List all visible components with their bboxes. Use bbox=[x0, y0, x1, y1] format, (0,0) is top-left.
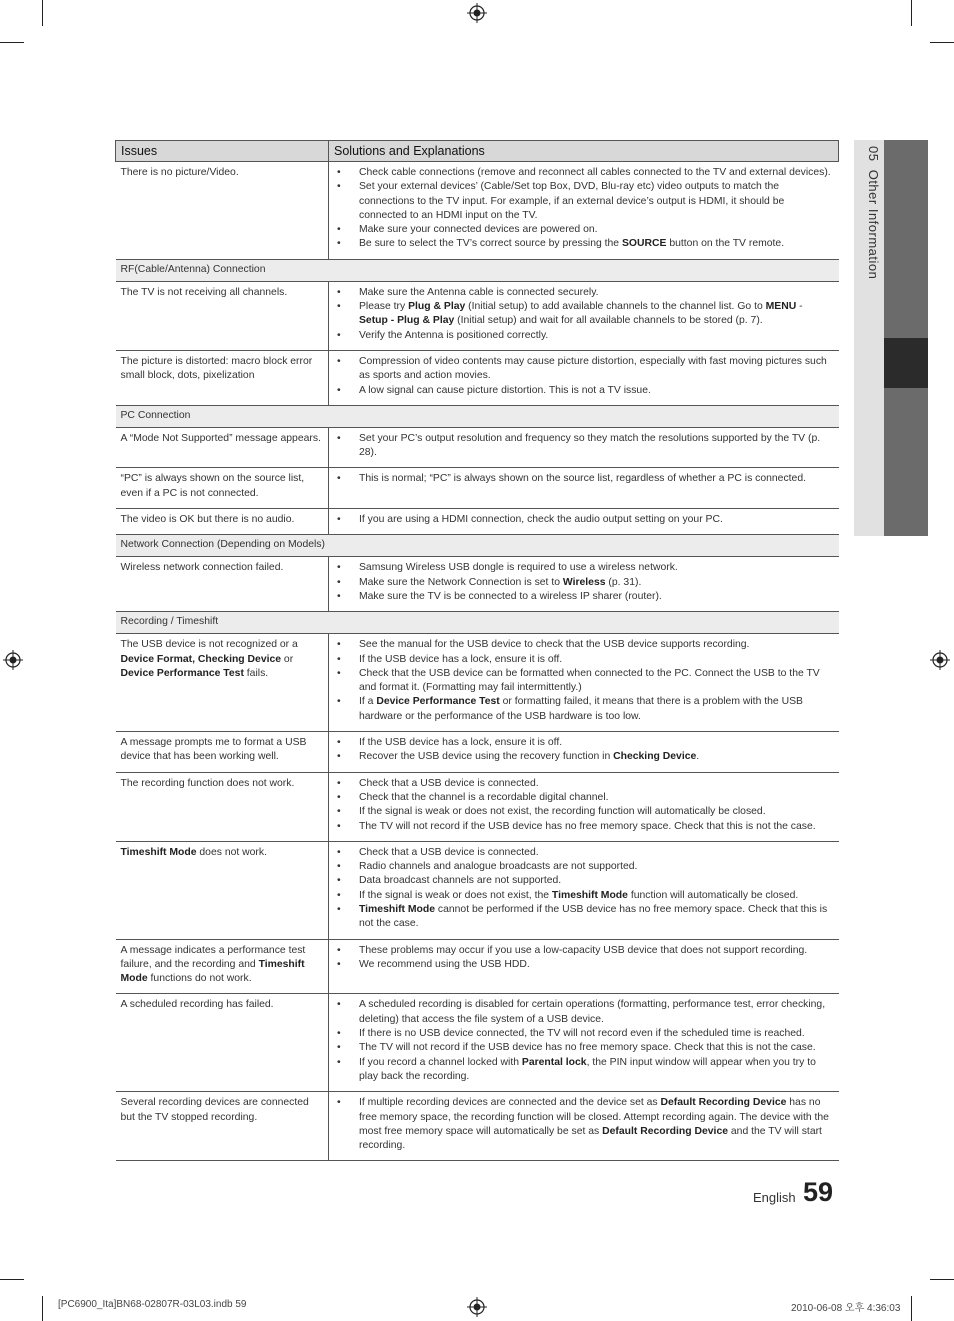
solution-item: • Check cable connections (remove and reconnect all cables connected to the TV and external devices). bbox=[335, 166, 833, 180]
solution-item: • A low signal can cause picture distortion. This is not a TV issue. bbox=[335, 384, 833, 398]
solution-cell bbox=[329, 994, 839, 1092]
section-title: Recording / Timeshift bbox=[116, 612, 839, 634]
registration-mark-icon bbox=[467, 3, 487, 23]
chapter-tab-active bbox=[884, 338, 928, 388]
solution-item: • This is normal; “PC” is always shown on the source list, regardless of whether a PC is connected. bbox=[335, 472, 833, 486]
section-row bbox=[116, 405, 839, 427]
issue-cell: The recording function does not work. bbox=[116, 772, 329, 841]
table-row bbox=[116, 732, 839, 773]
troubleshooting-table bbox=[115, 140, 839, 1161]
crop-mark bbox=[930, 42, 954, 43]
registration-mark-icon bbox=[930, 650, 950, 670]
solution-item: • Check that a USB device is connected. bbox=[335, 777, 833, 791]
section-row bbox=[116, 259, 839, 281]
issue-cell: Timeshift Mode does not work. bbox=[116, 841, 329, 939]
solution-item: • The TV will not record if the USB device has no free memory space. Check that this is not the case. bbox=[335, 820, 833, 834]
solution-list bbox=[335, 561, 833, 604]
section-row bbox=[116, 535, 839, 557]
solution-item: • If the USB device has a lock, ensure it is off. bbox=[335, 736, 833, 750]
crop-mark bbox=[42, 0, 43, 26]
crop-mark bbox=[0, 42, 24, 43]
table-row bbox=[116, 350, 839, 405]
solution-cell bbox=[329, 939, 839, 994]
solution-item: • Check that a USB device is connected. bbox=[335, 846, 833, 860]
solution-list bbox=[335, 286, 833, 343]
section-row bbox=[116, 612, 839, 634]
section-title: PC Connection bbox=[116, 405, 839, 427]
solution-item: • If you record a channel locked with Parental lock, the PIN input window will appear when you try to play back the recording. bbox=[335, 1056, 833, 1085]
solution-list bbox=[335, 846, 833, 932]
solution-list bbox=[335, 944, 833, 973]
solution-item: • Set your external devices’ (Cable/Set top Box, DVD, Blu-ray etc) video outputs to match the connections to the TV input. For example, if an external device’s output is HDMI, it should be connected to an HDMI input on the TV. bbox=[335, 180, 833, 223]
solution-item: • These problems may occur if you use a low-capacity USB device that does not support recording. bbox=[335, 944, 833, 958]
table-body bbox=[116, 162, 839, 1161]
solution-cell bbox=[329, 772, 839, 841]
solution-item: • Please try Plug & Play (Initial setup) to add available channels to the channel list. Go to MENU - Setup - Plug & Play (Initial setup) and wait for all available channels to be stored (p. 7). bbox=[335, 300, 833, 329]
crop-mark bbox=[911, 1296, 912, 1321]
solution-item: • If there is no USB device connected, the TV will not record even if the scheduled time is reached. bbox=[335, 1027, 833, 1041]
issue-cell: A “Mode Not Supported” message appears. bbox=[116, 427, 329, 468]
issue-cell: The picture is distorted: macro block error small block, dots, pixelization bbox=[116, 350, 329, 405]
solution-cell bbox=[329, 557, 839, 612]
crop-mark bbox=[930, 1279, 954, 1280]
table-row bbox=[116, 427, 839, 468]
solution-item: • Radio channels and analogue broadcasts are not supported. bbox=[335, 860, 833, 874]
solution-list bbox=[335, 355, 833, 398]
issue-cell: “PC” is always shown on the source list, even if a PC is not connected. bbox=[116, 468, 329, 509]
solution-cell bbox=[329, 732, 839, 773]
solution-item: • The TV will not record if the USB device has no free memory space. Check that this is not the case. bbox=[335, 1041, 833, 1055]
solution-list bbox=[335, 777, 833, 834]
solution-item: • Verify the Antenna is positioned correctly. bbox=[335, 329, 833, 343]
table-row bbox=[116, 994, 839, 1092]
solution-item: • Make sure your connected devices are powered on. bbox=[335, 223, 833, 237]
solution-cell bbox=[329, 281, 839, 350]
solution-item: • Make sure the TV is be connected to a wireless IP sharer (router). bbox=[335, 590, 833, 604]
issue-cell: The TV is not receiving all channels. bbox=[116, 281, 329, 350]
table-row bbox=[116, 162, 839, 260]
solution-cell bbox=[329, 427, 839, 468]
solution-item: • If the signal is weak or does not exist, the Timeshift Mode function will automatically be closed. bbox=[335, 889, 833, 903]
solution-item: • If the USB device has a lock, ensure it is off. bbox=[335, 653, 833, 667]
solution-item: • If a Device Performance Test or formatting failed, it means that there is a problem with the USB hardware or the performance of the USB hardware is too low. bbox=[335, 695, 833, 724]
solution-item: • A scheduled recording is disabled for certain operations (formatting, performance test, error checking, deleting) that access the file system of a USB device. bbox=[335, 998, 833, 1027]
page-number: 59 bbox=[803, 1177, 834, 1207]
solution-item: • If the signal is weak or does not exist, the recording function will automatically be closed. bbox=[335, 805, 833, 819]
solution-item: • Check that the USB device can be formatted when connected to the PC. Connect the USB to the TV and format it. (Formatting may fail intermittently.) bbox=[335, 667, 833, 696]
table-row bbox=[116, 634, 839, 732]
solution-cell bbox=[329, 468, 839, 509]
table-row bbox=[116, 841, 839, 939]
crop-mark bbox=[42, 1296, 43, 1321]
solution-cell bbox=[329, 350, 839, 405]
issue-cell: The USB device is not recognized or a Device Format, Checking Device or Device Performance Test fails. bbox=[116, 634, 329, 732]
table-row bbox=[116, 772, 839, 841]
issue-cell: A scheduled recording has failed. bbox=[116, 994, 329, 1092]
print-slug-timestamp: 2010-06-08 오후 4:36:03 bbox=[791, 1303, 901, 1314]
solution-list bbox=[335, 736, 833, 765]
solution-item: • We recommend using the USB HDD. bbox=[335, 958, 833, 972]
table-row bbox=[116, 509, 839, 535]
table-row bbox=[116, 939, 839, 994]
issue-cell: A message indicates a performance test failure, and the recording and Timeshift Mode functions do not work. bbox=[116, 939, 329, 994]
solution-list bbox=[335, 166, 833, 252]
table-row bbox=[116, 1092, 839, 1161]
solution-list bbox=[335, 1096, 833, 1153]
chapter-title: Other Information bbox=[866, 169, 881, 280]
solution-item: • If multiple recording devices are connected and the device set as Default Recording Device has no free memory space, the recording function will be closed. Attempt recording again. The device with the most free memory space will automatically be set as Default Recording Device and the TV will start recording. bbox=[335, 1096, 833, 1153]
solution-item: • Data broadcast channels are not supported. bbox=[335, 874, 833, 888]
solution-list bbox=[335, 432, 833, 461]
issue-cell: There is no picture/Video. bbox=[116, 162, 329, 260]
section-title: Network Connection (Depending on Models) bbox=[116, 535, 839, 557]
print-slug-file: [PC6900_Ita]BN68-02807R-03L03.indb 59 bbox=[58, 1299, 247, 1310]
solution-item: • Recover the USB device using the recovery function in Checking Device. bbox=[335, 750, 833, 764]
table-row bbox=[116, 468, 839, 509]
solution-list bbox=[335, 638, 833, 724]
solution-item: • Timeshift Mode cannot be performed if the USB device has no free memory space. Check that this is not the case. bbox=[335, 903, 833, 932]
solution-item: • Be sure to select the TV’s correct source by pressing the SOURCE button on the TV remote. bbox=[335, 237, 833, 251]
solution-item: • Check that the channel is a recordable digital channel. bbox=[335, 791, 833, 805]
table-header-row bbox=[116, 141, 839, 162]
issue-cell: A message prompts me to format a USB device that has been working well. bbox=[116, 732, 329, 773]
header-solutions: Solutions and Explanations bbox=[329, 141, 839, 162]
solution-item: • See the manual for the USB device to check that the USB device supports recording. bbox=[335, 638, 833, 652]
table-row bbox=[116, 281, 839, 350]
table-row bbox=[116, 557, 839, 612]
registration-mark-icon bbox=[3, 650, 23, 670]
solution-list bbox=[335, 998, 833, 1084]
registration-mark-icon bbox=[467, 1297, 487, 1317]
solution-item: • Make sure the Network Connection is set to Wireless (p. 31). bbox=[335, 576, 833, 590]
chapter-number: 05 bbox=[866, 146, 881, 162]
section-title: RF(Cable/Antenna) Connection bbox=[116, 259, 839, 281]
crop-mark bbox=[0, 1279, 24, 1280]
issue-cell: Wireless network connection failed. bbox=[116, 557, 329, 612]
solution-cell bbox=[329, 841, 839, 939]
issue-cell: Several recording devices are connected but the TV stopped recording. bbox=[116, 1092, 329, 1161]
solution-item: • If you are using a HDMI connection, check the audio output setting on your PC. bbox=[335, 513, 833, 527]
solution-list bbox=[335, 472, 833, 486]
header-issues: Issues bbox=[116, 141, 329, 162]
solution-cell bbox=[329, 162, 839, 260]
solution-cell bbox=[329, 509, 839, 535]
crop-mark bbox=[911, 0, 912, 26]
solution-item: • Make sure the Antenna cable is connected securely. bbox=[335, 286, 833, 300]
solution-list bbox=[335, 513, 833, 527]
solution-item: • Compression of video contents may cause picture distortion, especially with fast moving pictures such as sports and action movies. bbox=[335, 355, 833, 384]
chapter-label bbox=[866, 146, 881, 279]
footer-language: English bbox=[753, 1190, 796, 1205]
solution-cell bbox=[329, 634, 839, 732]
solution-item: • Set your PC’s output resolution and frequency so they match the resolutions supported by the TV (p. 28). bbox=[335, 432, 833, 461]
solution-item: • Samsung Wireless USB dongle is required to use a wireless network. bbox=[335, 561, 833, 575]
solution-cell bbox=[329, 1092, 839, 1161]
issue-cell: The video is OK but there is no audio. bbox=[116, 509, 329, 535]
